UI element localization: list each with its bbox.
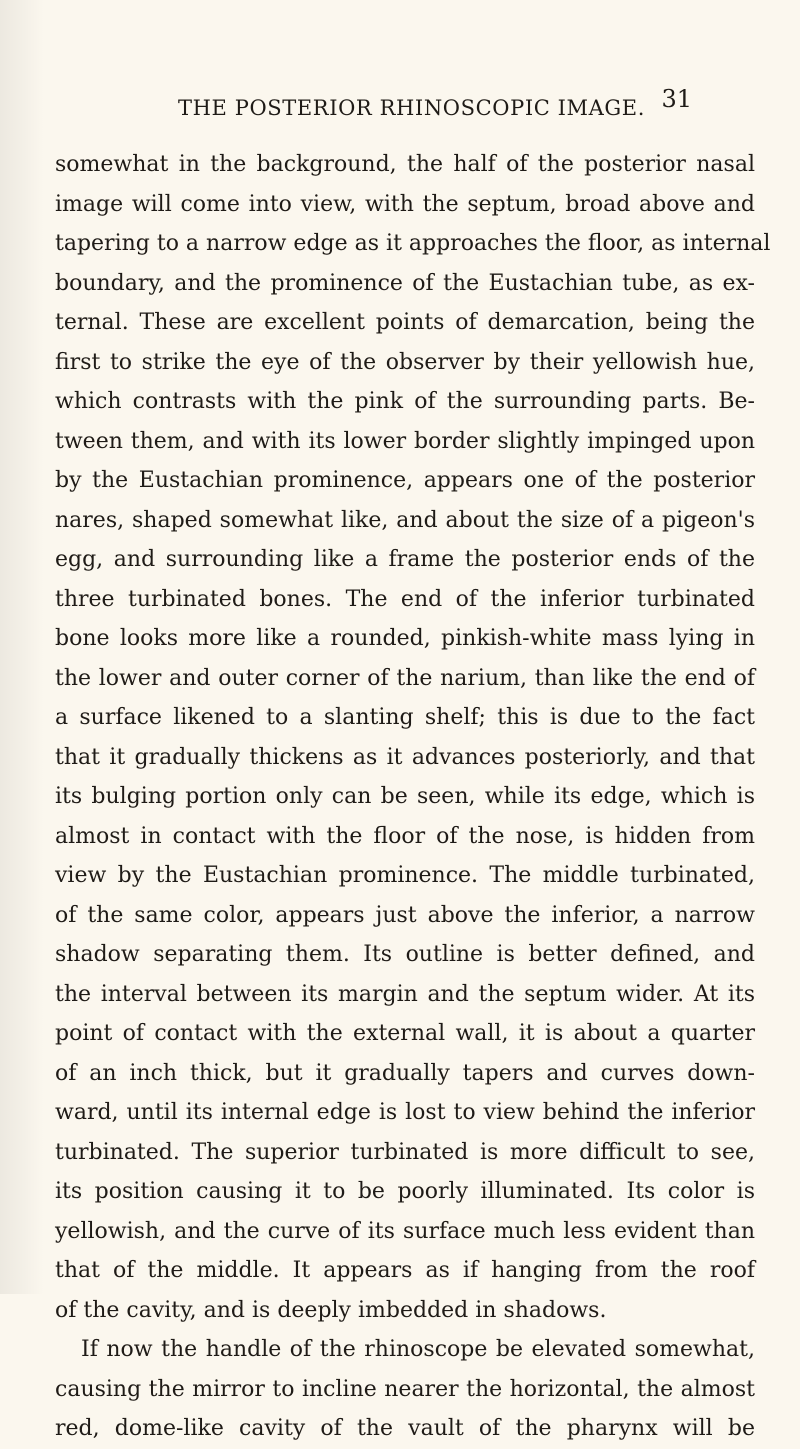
- text-line: by the Eustachian prominence, appears one of the posterior: [55, 468, 755, 493]
- text-line: of the same color, appears just above the inferior, a narrow: [55, 902, 755, 928]
- text-line: shadow separating them. Its outline is better defined, and: [55, 942, 755, 967]
- text-line: view by the Eustachian prominence. The middle turbinated,: [55, 863, 755, 888]
- text-line: egg, and surrounding like a frame the posterior ends of the: [55, 547, 755, 572]
- text-line: the interval between its margin and the septum wider. At its: [55, 981, 755, 1007]
- text-line: If now the handle of the rhinoscope be elevated somewhat,: [81, 1337, 755, 1362]
- text-line: tapering to a narrow edge as it approaches the floor, as internal: [55, 231, 771, 256]
- text-line: tween them, and with its lower border slightly impinged upon: [55, 428, 755, 454]
- page-number: 31: [661, 85, 692, 113]
- text-line: of the cavity, and is deeply imbedded in shadows.: [55, 1297, 607, 1323]
- text-line: its bulging portion only can be seen, while its edge, which is: [55, 784, 755, 809]
- text-line: boundary, and the prominence of the Eustachian tube, as ex-: [55, 270, 755, 296]
- text-line: which contrasts with the pink of the surrounding parts. Be-: [55, 389, 755, 414]
- text-line: first to strike the eye of the observer by their yellowish hue,: [55, 349, 755, 375]
- text-line: image will come into view, with the septum, broad above and: [55, 191, 755, 217]
- text-line: yellowish, and the curve of its surface much less evident than: [55, 1218, 755, 1244]
- body-text: [55, 145, 771, 1449]
- text-line: ternal. These are excellent points of demarcation, being the: [55, 310, 755, 335]
- text-line: nares, shaped somewhat like, and about the size of a pigeon's: [55, 507, 755, 533]
- text-line: bone looks more like a rounded, pinkish-white mass lying in: [55, 626, 755, 651]
- text-line: almost in contact with the floor of the nose, is hidden from: [55, 823, 755, 849]
- text-line: three turbinated bones. The end of the inferior turbinated: [55, 586, 755, 612]
- page-header-title: THE POSTERIOR RHINOSCOPIC IMAGE.: [178, 96, 645, 120]
- text-line: turbinated. The superior turbinated is more difficult to see,: [55, 1139, 755, 1165]
- text-line: somewhat in the background, the half of the posterior nasal: [55, 152, 755, 177]
- text-line: its position causing it to be poorly illuminated. Its color is: [55, 1179, 755, 1204]
- text-line: ward, until its internal edge is lost to view behind the inferior: [55, 1100, 755, 1125]
- text-line: causing the mirror to incline nearer the horizontal, the almost: [55, 1376, 755, 1402]
- text-line: point of contact with the external wall, it is about a quarter: [55, 1021, 755, 1046]
- text-line: a surface likened to a slanting shelf; this is due to the fact: [55, 705, 755, 730]
- text-line: that it gradually thickens as it advances posteriorly, and that: [55, 744, 755, 770]
- running-header: [178, 85, 692, 126]
- text-line: the lower and outer corner of the narium, than like the end of: [55, 665, 755, 691]
- text-line: red, dome-like cavity of the vault of the pharynx will be: [55, 1416, 755, 1441]
- text-line: that of the middle. It appears as if hanging from the roof: [55, 1258, 755, 1283]
- text-line: of an inch thick, but it gradually tapers and curves down-: [55, 1060, 755, 1086]
